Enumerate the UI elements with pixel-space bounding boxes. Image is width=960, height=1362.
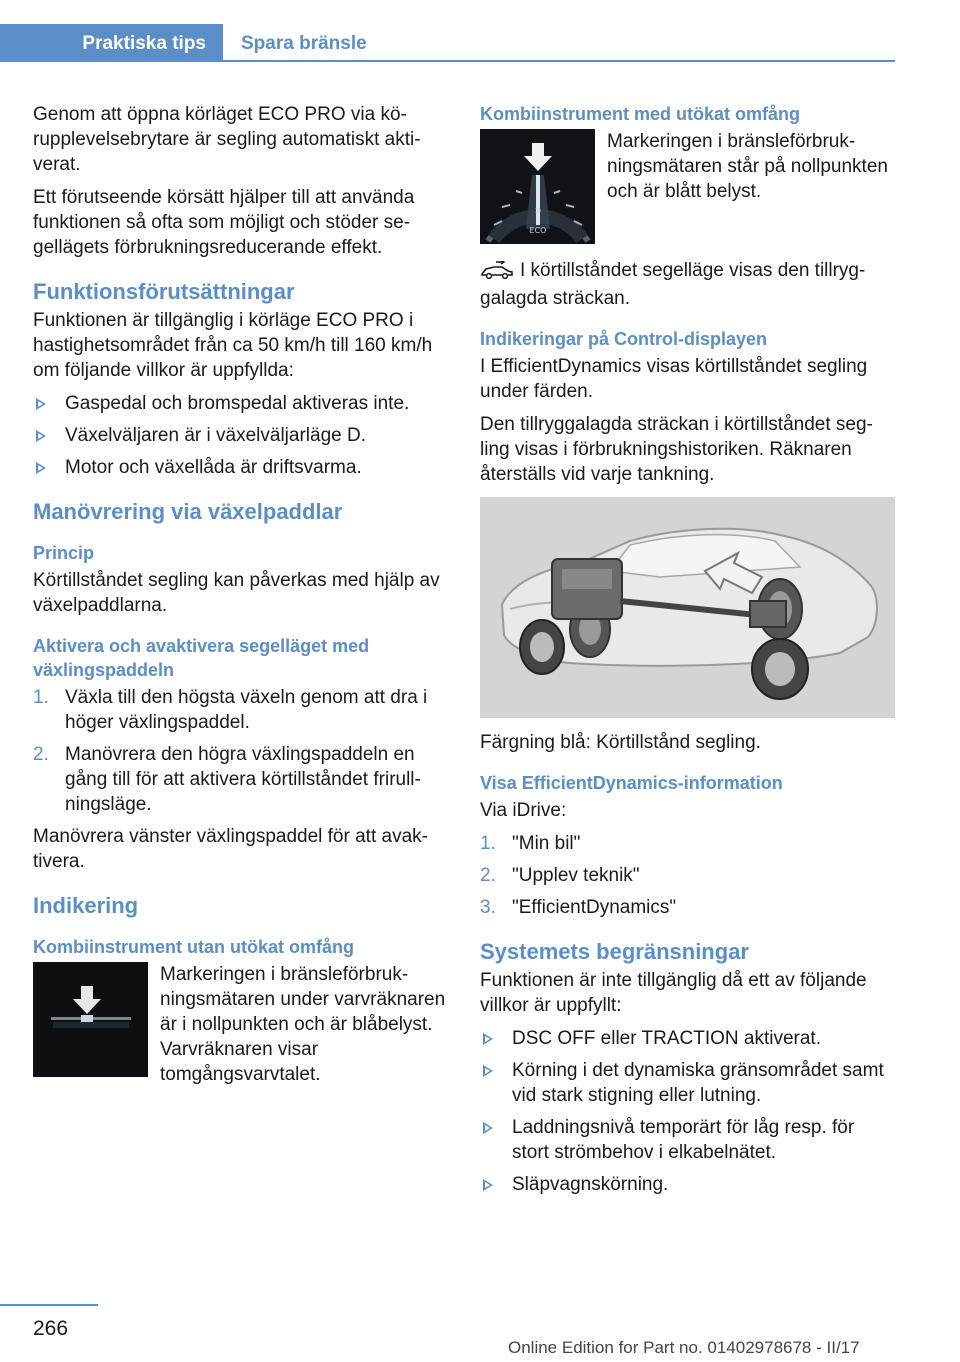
limitations-list [480,1026,895,1197]
func-paragraph: Funktionen är tillgänglig i körläge ECO PRO i hastighetsområdet från ca 50 km/h till 160 km/h om följande villkor är uppfyllda: [33,310,433,381]
step-text: Manövrera den högra växlingspaddeln en gång till för att aktivera körtillståndet frirullningsläge. [65,744,421,815]
tab-spara-bransle[interactable]: Spara bränsle [241,32,367,54]
via-idrive: Via iDrive: [480,800,567,821]
step-text: Växla till den högsta växeln genom att dra i höger växlingspaddel. [65,687,428,733]
intro-paragraph-1: Genom att öppna körläget ECO PRO via körupplevelsebrytare är segling automatiskt aktiverat. [33,104,421,175]
icon-paragraph [480,258,895,311]
control-paragraph-2: Den tillryggalagda sträckan i körtillståndet segling visas i förbrukningshistoriken. Räknaren återställs vid varje tankning. [480,414,873,485]
heading-utan-utokat: Kombiinstrument utan utökat omfång [33,937,354,957]
princip-paragraph: Körtillståndet segling kan påverkas med hjälp av växelpaddlarna. [33,570,440,616]
left-column [33,102,448,1093]
activate-steps-list [33,685,448,817]
list-item: Släpvagnskörning. [480,1172,895,1197]
step-text: "EfficientDynamics" [512,897,677,918]
heading-manovrering: Manövrering via växelpaddlar [33,499,343,524]
step-number: 2. [33,744,49,765]
edition-text: Online Edition for Part no. 01402978678 - II/17 [508,1338,860,1357]
svg-text:⊃: ⊃ [534,206,542,215]
page-number: 266 [33,1317,69,1340]
begr-paragraph: Funktionen är inte tillgänglig då ett av följande villkor är uppfyllt: [480,970,867,1016]
cluster-basic-image [33,962,148,1077]
heading-visa-efficientdynamics: Visa EfficientDynamics-information [480,773,783,793]
list-item [33,742,448,817]
heading-indikering: Indikering [33,893,139,918]
utan-figure-row [33,962,448,1087]
right-column [480,102,895,1204]
tab-praktiska-tips[interactable]: Praktiska tips [0,24,223,62]
list-item: Körning i det dynamiska gränsområdet samt vid stark stigning eller lutning. [480,1058,895,1108]
heading-funktionsforutsattningar: Funktionsförutsättningar [33,279,295,304]
menu-path-list [480,831,895,920]
step-text: "Upplev teknik" [512,865,640,886]
heading-systemets-begransningar: Systemets begränsningar [480,939,749,964]
footer-rule [0,1304,98,1306]
heading-princip: Princip [33,543,95,563]
heading-control-display: Indikeringar på Control-displayen [480,329,768,349]
list-item [33,685,448,735]
image-caption: Färgning blå: Körtillstånd segling. [480,732,761,753]
utan-text: Markeringen i bränsleförbrukningsmätaren under varvräknaren är i nollpunkten och är blåbelyst. Varvräknaren visar tomgångsvarvtalet. [160,964,446,1085]
control-paragraph-1: I EfficientDynamics visas körtillståndet segling under färden. [480,356,868,402]
coasting-car-icon [480,261,514,286]
med-figure-row [480,129,895,244]
cluster-extended-image [480,129,595,244]
step-number: 3. [480,897,496,918]
deactivate-paragraph: Manövrera vänster växlingspaddel för att avaktivera. [33,826,428,872]
heading-med-utokat: Kombiinstrument med utökat omfång [480,104,801,124]
med-text: Markeringen i bränsleförbrukningsmätaren står på nollpunkten och är blått belyst. [607,131,888,202]
intro-paragraph-2: Ett förutseende körsätt hjälper till att använda funktionen så ofta som möjligt och stöder segellägets förbrukningsreducerande effekt. [33,187,415,258]
step-number: 2. [480,865,496,886]
header-rule [223,60,895,62]
step-number: 1. [480,833,496,854]
step-number: 1. [33,687,49,708]
list-item: Laddningsnivå temporärt för låg resp. för stort strömbehov i elkabelnätet. [480,1115,895,1165]
header-tabs [0,24,895,62]
heading-aktivera: Aktivera och avaktivera segelläget med växlingspaddeln [33,636,370,680]
svg-text:ECO: ECO [529,226,547,235]
list-item: Motor och växellåda är driftsvarma. [33,455,448,480]
car-drivetrain-image [480,497,895,718]
list-item [480,863,895,888]
list-item: DSC OFF eller TRACTION aktiverat. [480,1026,895,1051]
list-item: Gaspedal och bromspedal aktiveras inte. [33,391,448,416]
step-text: "Min bil" [512,833,581,854]
list-item: Växelväljaren är i växelväljarläge D. [33,423,448,448]
list-item [480,895,895,920]
func-conditions-list [33,391,448,480]
icon-text: I körtillståndet segelläge visas den tillryggalagda sträckan. [480,260,866,309]
list-item [480,831,895,856]
